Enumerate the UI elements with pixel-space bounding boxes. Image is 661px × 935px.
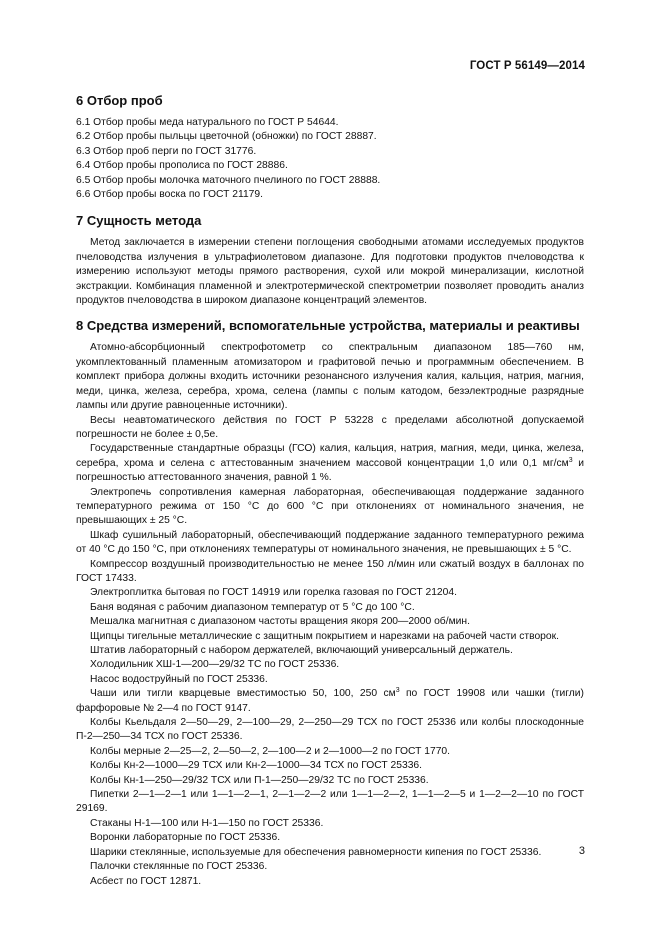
paragraph: Палочки стеклянные по ГОСТ 25336. xyxy=(90,861,268,873)
standard-header: ГОСТ Р 56149—2014 xyxy=(469,60,585,72)
paragraph: Баня водяная с рабочим диапазоном температур от 5 °С до 100 °С. xyxy=(90,601,415,613)
list-item: 6.3 Отбор проб перги по ГОСТ 31776. xyxy=(76,145,257,157)
section-7-title: 7 Сущность метода xyxy=(76,213,202,229)
list-item: 6.5 Отбор пробы молочка маточного пчелиного по ГОСТ 28888. xyxy=(76,174,381,186)
paragraph: Колбы мерные 2—25—2, 2—50—2, 2—100—2 и 2—1000—2 по ГОСТ 1770. xyxy=(90,745,451,757)
paragraph: Асбест по ГОСТ 12871. xyxy=(90,875,202,887)
paragraph: Весы неавтоматического действия по ГОСТ Р 53228 с пределами абсолютной допускаемой погрешности не более ± 0,5е. xyxy=(76,414,584,440)
paragraph-text: Чаши или тигли кварцевые вместимостью 50, 100, 250 см xyxy=(90,688,396,700)
paragraph: Холодильник ХШ-1—200—29/32 ТС по ГОСТ 25336. xyxy=(90,659,340,671)
page-content xyxy=(76,93,584,889)
superscript: 3 xyxy=(568,456,573,464)
paragraph: Электропечь сопротивления камерная лабораторная, обеспечивающая поддержание заданного температурного режима от 150 °С до 600 °С при отклонениях от номинального значения, не превышающих ± 25 °С. xyxy=(76,486,584,527)
section-6-list xyxy=(76,116,584,202)
paragraph: Мешалка магнитная с диапазоном частоты вращения якоря 200—2000 об/мин. xyxy=(90,616,470,628)
superscript: 3 xyxy=(395,687,400,695)
paragraph: Воронки лабораторные по ГОСТ 25336. xyxy=(90,832,281,844)
paragraph-text: по ГОСТ 19908 или чашки (тигли) фарфоровые № 2—4 по ГОСТ 9147. xyxy=(76,688,584,714)
paragraph: Пипетки 2—1—2—1 или 1—1—2—1, 2—1—2—2 или 1—1—2—2, 1—1—2—5 и 1—2—2—10 по ГОСТ 29169. xyxy=(76,789,584,815)
page-number: 3 xyxy=(578,845,585,857)
paragraph-text: Государственные стандартные образцы (ГСО) калия, кальция, натрия, магния, меди, цинка, железа, серебра, хрома и селена с аттестованным значением массовой концентрации 1,0 или 0,1 мг/см xyxy=(76,443,584,469)
list-item: 6.1 Отбор пробы меда натурального по ГОСТ Р 54644. xyxy=(76,117,339,128)
section-6-title: 6 Отбор проб xyxy=(76,93,163,108)
paragraph: Шарики стеклянные, используемые для обеспечения равномерности кипения по ГОСТ 25336. xyxy=(90,846,542,858)
paragraph: Электроплитка бытовая по ГОСТ 14919 или горелка газовая по ГОСТ 21204. xyxy=(90,587,457,599)
paragraph: Насос водоструйный по ГОСТ 25336. xyxy=(90,673,268,685)
paragraph: Колбы Кьельдаля 2—50—29, 2—100—29, 2—250—29 ТСХ по ГОСТ 25336 или колбы плоскодонные П-2—250—34 ТСХ по ГОСТ 25336. xyxy=(76,717,584,743)
paragraph xyxy=(76,687,584,716)
paragraph: Стаканы Н-1—100 или Н-1—150 по ГОСТ 25336. xyxy=(90,817,324,829)
paragraph: Атомно-абсорбционный спектрофотометр со спектральным диапазоном 185—760 нм, укомплектованный пламенным атомизатором и графитовой печью и программным обеспечением. В комплект прибора должны входить источники резонансного излучения калия, кальция, натрия, магния, меди, цинка, железа, серебра, хрома, селена (лампы с полым катодом, безэлектродные разрядные лампы или другие равноценные источники). xyxy=(76,342,584,412)
paragraph: Штатив лабораторный с набором держателей, включающий универсальный держатель. xyxy=(90,645,513,656)
paragraph: Колбы Кн-1—250—29/32 ТСХ или П-1—250—29/32 ТС по ГОСТ 25336. xyxy=(90,774,429,786)
paragraph: Колбы Кн-2—1000—29 ТСХ или Кн-2—1000—34 ТСХ по ГОСТ 25336. xyxy=(90,760,423,772)
list-item: 6.2 Отбор пробы пыльцы цветочной (обножки) по ГОСТ 28887. xyxy=(76,131,377,143)
paragraph: Компрессор воздушный производительностью не менее 150 л/мин или сжатый воздух в баллонах по ГОСТ 17433. xyxy=(76,558,584,584)
section-7-text: Метод заключается в измерении степени поглощения свободными атомами исследуемых продуктов пчеловодства излучения в ультрафиолетовом диапазоне. Для подготовки продуктов пчеловодства к измерению используют методы прямого растворения, сухой или мокрой минерализации, кислотной экстракции. Комбинация пламенной и электротермической спектрометрии позволяет проводить анализ продуктов пчеловодства в широком диапазоне концентраций элементов. xyxy=(76,237,584,307)
paragraph xyxy=(76,442,584,485)
section-8-title: 8 Средства измерений, вспомогательные устройства, материалы и реактивы xyxy=(76,318,580,334)
list-item: 6.6 Отбор пробы воска по ГОСТ 21179. xyxy=(76,189,263,201)
paragraph: Шкаф сушильный лабораторный, обеспечивающий поддержание заданного температурного режима от 40 °С до 150 °С, при отклонениях температуры от номинального значения, не превышающих ± 5 °С. xyxy=(76,529,584,556)
paragraph: Щипцы тигельные металлические с защитным покрытием и нарезками на рабочей части створок. xyxy=(90,630,559,642)
list-item: 6.4 Отбор пробы прополиса по ГОСТ 28886. xyxy=(76,160,288,172)
paragraph-text: и погрешностью аттестованного значения, равной 1 %. xyxy=(76,457,584,484)
